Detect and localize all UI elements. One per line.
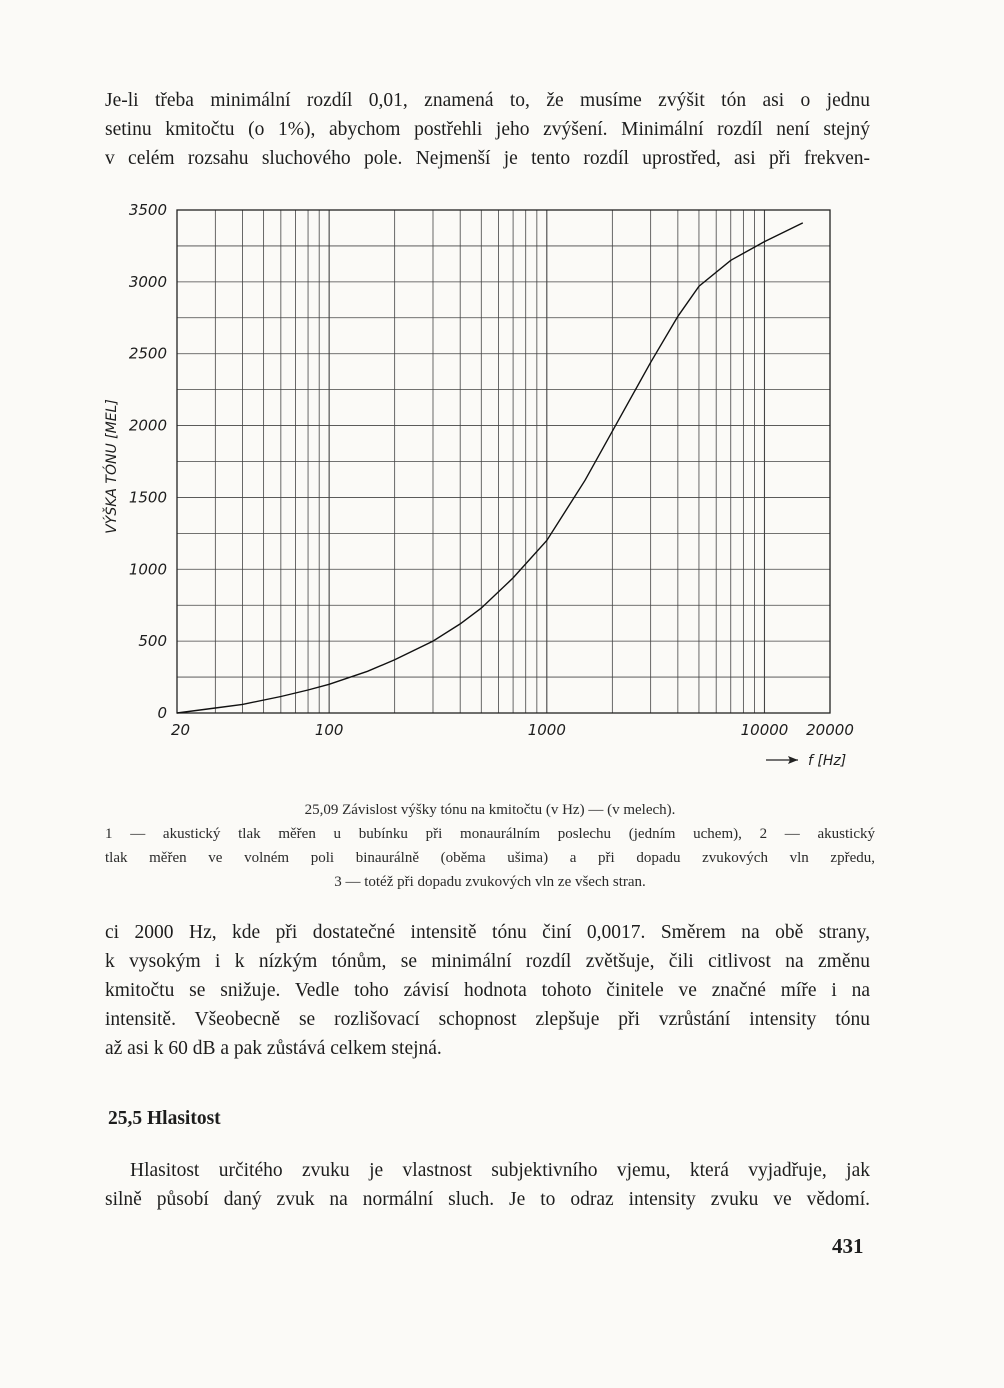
caption-title: 25,09 Závislost výšky tónu na kmitočtu (v Hz) — (v melech). [304, 802, 676, 818]
x-axis-label: f [Hz] [808, 753, 847, 769]
x-tick-labels [171, 721, 854, 739]
series-line [177, 223, 803, 713]
section-heading: 25,5 Hlasitost [108, 1108, 221, 1129]
y-tick-label: 0 [157, 704, 167, 722]
x-tick-label: 20000 [806, 721, 854, 739]
text-line: Hlasitost určitého zvuku je vlastnost subjektivního vjemu, která vyjadřuje, jak [130, 1160, 870, 1181]
y-tick-label: 2000 [128, 416, 167, 435]
paragraph-bottom [105, 1156, 870, 1214]
caption-line: 1 — akustický tlak měřen u bubínku při monaurálním poslechu (jedním uchem), 2 — akustický [105, 826, 875, 842]
paragraph-middle [105, 918, 870, 1063]
y-tick-labels [129, 201, 167, 722]
text-line: až asi k 60 dB a pak zůstává celkem stejná. [105, 1038, 442, 1059]
text-line: kmitočtu se snižuje. Vedle toho závisí hodnota tohoto činitele ve značné míře i na [105, 980, 870, 1001]
x-tick-label: 20 [171, 721, 191, 739]
y-tick-label: 1000 [128, 560, 167, 579]
y-axis-label: VÝŠKA TÓNU [MEL] [104, 399, 120, 534]
x-tick-label: 10000 [740, 721, 789, 739]
text-line: Je-li třeba minimální rozdíl 0,01, znamená to, že musíme zvýšit tón asi o jednu [105, 90, 870, 111]
x-tick-label: 100 [314, 721, 344, 739]
text-line: v celém rozsahu sluchového pole. Nejmenší je tento rozdíl uprostřed, asi při frekven- [105, 148, 870, 169]
y-tick-label: 3000 [128, 272, 167, 291]
text-line: silně působí daný zvuk na normální sluch. Je to odraz intensity zvuku ve vědomí. [105, 1189, 870, 1210]
text-line: intensitě. Všeobecně se rozlišovací schopnost zlepšuje při vzrůstání intensity tónu [105, 1009, 870, 1030]
figure-caption [105, 798, 875, 894]
chart-grid [177, 210, 830, 713]
x-tick-label: 1000 [527, 721, 566, 739]
x-axis-label-group [766, 753, 846, 769]
caption-line: tlak měřen ve volném poli binaurálně (oběma ušima) a při dopadu zvukových vln zpředu, [105, 850, 875, 866]
y-tick-label: 1500 [128, 488, 167, 507]
text-line: setinu kmitočtu (o 1%), abychom postřehli jeho zvýšení. Minimální rozdíl není stejný [105, 119, 870, 140]
paragraph-top [105, 86, 870, 173]
y-tick-label: 500 [138, 632, 167, 651]
y-tick-label: 3500 [128, 201, 167, 219]
text-line: k vysokým i k nízkým tónům, se minimální rozdíl zvětšuje, čili citlivost na změnu [105, 951, 870, 972]
page-number: 431 [832, 1234, 864, 1258]
caption-line: 3 — totéž při dopadu zvukových vln ze všech stran. [334, 874, 646, 890]
text-line: ci 2000 Hz, kde při dostatečné intensitě tónu činí 0,0017. Směrem na obě strany, [105, 922, 870, 943]
pitch-frequency-chart [60, 190, 940, 790]
y-tick-label: 2500 [128, 344, 167, 363]
